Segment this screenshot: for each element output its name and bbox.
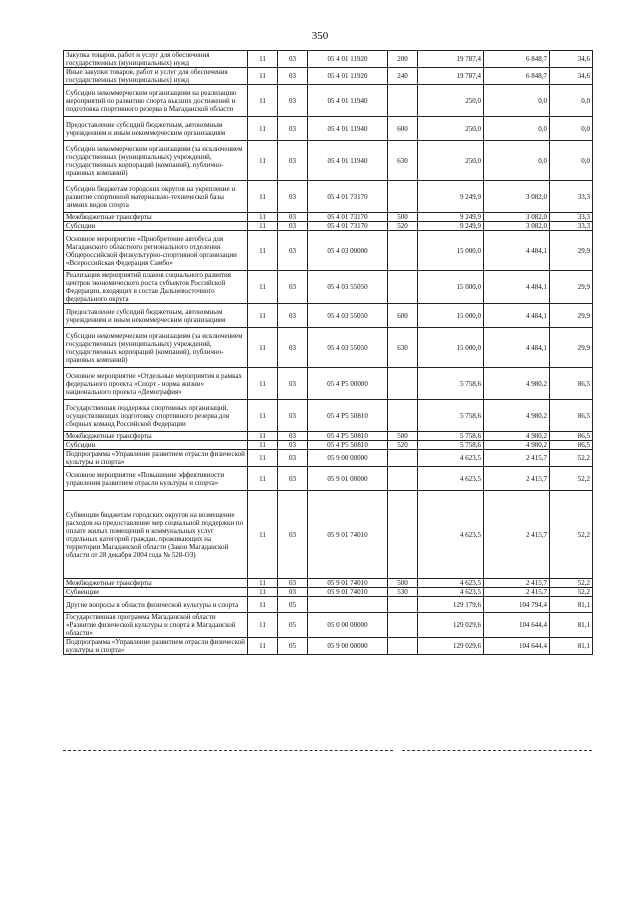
table-cell-csr: 05 4 01 11940 [308,117,388,141]
table-cell-csr: 05 9 01 74010 [308,579,388,588]
table-cell-podrazdel: 03 [278,117,308,141]
table-cell-razdel: 11 [248,441,278,450]
table-cell-vr [388,400,418,432]
table-cell-csr: 05 9 01 74010 [308,491,388,579]
table-cell-vr: 600 [388,304,418,328]
table-cell-razdel: 11 [248,68,278,85]
table-cell-plan: 15 000,0 [418,304,484,328]
table-cell-podrazdel: 03 [278,51,308,68]
table-cell-csr: 05 4 P5 50810 [308,400,388,432]
table-cell-csr: 05 4 01 11940 [308,141,388,181]
table-cell-name: Основное мероприятие «Приобретение автобуса для Магаданского областного регионального отделения Общероссийской физкультурно-спортивной организации «Всероссийская Федерация Самбо» [64,231,248,271]
table-cell-pct: 0,0 [550,117,593,141]
table-cell-podrazdel: 03 [278,400,308,432]
table-cell-csr: 05 0 00 00000 [308,613,388,638]
table-cell-razdel: 11 [248,213,278,222]
table-cell-fact: 0,0 [484,117,550,141]
table-cell-name: Межбюджетные трансферты [64,579,248,588]
table-cell-plan: 15 000,0 [418,231,484,271]
table-cell-vr [388,491,418,579]
table-cell-csr: 05 4 P5 50810 [308,441,388,450]
table-cell-vr [388,85,418,117]
table-cell-csr [308,597,388,613]
footer-divider-right [402,750,592,751]
table-cell-csr: 05 4 03 55050 [308,271,388,304]
table-cell-plan: 9 249,9 [418,222,484,231]
table-cell-razdel: 11 [248,450,278,467]
table-row [64,597,593,613]
page-number: 350 [311,30,329,42]
table-row [64,304,593,328]
table-cell-pct: 52,2 [550,579,593,588]
table-cell-fact: 6 848,7 [484,68,550,85]
table-row [64,579,593,588]
table-cell-pct: 81,1 [550,597,593,613]
table-cell-pct: 0,0 [550,141,593,181]
table-cell-name: Другие вопросы в области физической культуры и спорта [64,597,248,613]
table-cell-csr: 05 4 03 00000 [308,231,388,271]
table-cell-vr: 200 [388,51,418,68]
table-row [64,432,593,441]
table-cell-podrazdel: 03 [278,432,308,441]
table-cell-fact: 3 082,0 [484,213,550,222]
table-cell-name: Субвенции [64,588,248,597]
table-cell-pct: 29,9 [550,271,593,304]
table-cell-pct: 81,1 [550,613,593,638]
table-cell-csr: 05 9 00 00000 [308,450,388,467]
table-cell-name: Основное мероприятие «Повышение эффективности управления развитием отрасли культуры и спорта» [64,467,248,491]
table-cell-pct: 52,2 [550,467,593,491]
table-cell-fact: 2 415,7 [484,579,550,588]
table-cell-plan: 129 029,6 [418,638,484,655]
table-cell-pct: 33,3 [550,222,593,231]
table-cell-fact: 4 484,1 [484,271,550,304]
table-cell-podrazdel: 05 [278,597,308,613]
table-cell-pct: 33,3 [550,181,593,213]
table-cell-fact: 104 644,4 [484,613,550,638]
table-cell-podrazdel: 05 [278,613,308,638]
table-cell-name: Иные закупки товаров, работ и услуг для обеспечения государственных (муниципальных) нужд [64,68,248,85]
table-cell-csr: 05 4 01 11920 [308,51,388,68]
table-cell-fact: 0,0 [484,141,550,181]
table-cell-podrazdel: 03 [278,271,308,304]
table-cell-name: Субвенции бюджетам городских округов на возмещение расходов на предоставление мер социальной поддержки по оплате жилых помещений и коммунальных услуг отдельных категорий граждан, проживающих на территории Магаданской области (Закон Магаданской области от 28 декабря 2004 года № 528-ОЗ) [64,491,248,579]
table-cell-plan: 4 623,5 [418,588,484,597]
table-cell-plan: 5 758,6 [418,432,484,441]
table-cell-vr: 240 [388,68,418,85]
table-cell-csr: 05 4 03 55050 [308,304,388,328]
table-cell-podrazdel: 03 [278,441,308,450]
table-cell-pct: 33,3 [550,213,593,222]
table-cell-pct: 29,9 [550,304,593,328]
table-cell-fact: 2 415,7 [484,588,550,597]
table-row [64,213,593,222]
table-cell-plan: 4 623,5 [418,579,484,588]
table-cell-plan: 250,0 [418,117,484,141]
table-cell-podrazdel: 03 [278,450,308,467]
table-cell-plan: 4 623,5 [418,491,484,579]
table-cell-name: Субсидии некоммерческим организациям на реализацию мероприятий по развитию спорта высших достижений и подготовка спортивного резерва в Магаданской области [64,85,248,117]
table-cell-razdel: 11 [248,141,278,181]
table-cell-vr [388,181,418,213]
table-row [64,491,593,579]
table-cell-csr: 05 4 01 73170 [308,222,388,231]
table-cell-vr: 500 [388,213,418,222]
table-cell-podrazdel: 03 [278,141,308,181]
table-cell-fact: 104 644,4 [484,638,550,655]
table-cell-plan: 129 029,6 [418,613,484,638]
table-cell-vr: 500 [388,579,418,588]
table-cell-csr: 05 4 P5 50810 [308,432,388,441]
table-cell-plan: 4 623,5 [418,467,484,491]
table-cell-csr: 05 4 01 11940 [308,85,388,117]
table-row [64,181,593,213]
footer-divider [63,750,393,751]
table-cell-fact: 0,0 [484,85,550,117]
table-cell-podrazdel: 03 [278,213,308,222]
table-cell-plan: 5 758,6 [418,368,484,400]
table-cell-name: Государственная программа Магаданской области «Развитие физической культуры и спорта в Магаданской области» [64,613,248,638]
table-cell-fact: 4 980,2 [484,441,550,450]
table-cell-pct: 86,5 [550,400,593,432]
table-cell-razdel: 11 [248,85,278,117]
table-cell-vr: 500 [388,432,418,441]
table-cell-podrazdel: 03 [278,181,308,213]
table-cell-fact: 4 484,1 [484,304,550,328]
table-cell-fact: 2 415,7 [484,450,550,467]
table-cell-plan: 9 249,9 [418,213,484,222]
table-cell-name: Предоставление субсидий бюджетным, автономным учреждениям и иным некоммерческим организациям [64,117,248,141]
table-cell-pct: 81,1 [550,638,593,655]
table-row [64,85,593,117]
table-cell-name: Субсидии бюджетам городских округов на укрепление и развитие спортивной материально-технической базы зимних видов спорта [64,181,248,213]
table-cell-name: Субсидии некоммерческим организациям (за исключением государственных (муниципальных) учреждений, государственных корпораций (компаний), публично-правовых компаний) [64,141,248,181]
table-cell-podrazdel: 03 [278,579,308,588]
table-cell-podrazdel: 03 [278,467,308,491]
table-cell-razdel: 11 [248,328,278,368]
table-cell-vr: 630 [388,141,418,181]
table-cell-razdel: 11 [248,432,278,441]
table-cell-fact: 104 794,4 [484,597,550,613]
table-cell-csr: 05 9 01 74010 [308,588,388,597]
table-cell-razdel: 11 [248,597,278,613]
table-cell-csr: 05 9 00 00000 [308,638,388,655]
table-cell-vr [388,638,418,655]
table-cell-razdel: 11 [248,304,278,328]
table-cell-fact: 3 082,0 [484,181,550,213]
table-row [64,68,593,85]
table-cell-pct: 52,2 [550,491,593,579]
table-cell-razdel: 11 [248,588,278,597]
table-cell-razdel: 11 [248,613,278,638]
table-cell-razdel: 11 [248,579,278,588]
table-cell-podrazdel: 03 [278,68,308,85]
table-cell-fact: 2 415,7 [484,491,550,579]
table-cell-fact: 3 082,0 [484,222,550,231]
table-cell-vr: 600 [388,117,418,141]
table-cell-razdel: 11 [248,638,278,655]
table-cell-vr [388,613,418,638]
table-cell-podrazdel: 03 [278,368,308,400]
table-cell-plan: 129 179,6 [418,597,484,613]
table-cell-vr [388,368,418,400]
table-cell-fact: 4 484,1 [484,328,550,368]
table-cell-vr: 520 [388,441,418,450]
table-cell-name: Подпрограмма «Управление развитием отрасли физической культуры и спорта» [64,450,248,467]
table-cell-name: Государственная поддержка спортивных организаций, осуществляющих подготовку спортивного резерва для сборных команд Российской Федерации [64,400,248,432]
table-cell-csr: 05 4 P5 00000 [308,368,388,400]
table-row [64,400,593,432]
table-cell-vr: 630 [388,328,418,368]
table-cell-vr: 520 [388,222,418,231]
table-cell-name: Подпрограмма «Управление развитием отрасли физической культуры и спорта» [64,638,248,655]
table-cell-csr: 05 4 01 73170 [308,213,388,222]
table-row [64,638,593,655]
table-cell-csr: 05 4 03 55050 [308,328,388,368]
table-cell-vr [388,231,418,271]
table-cell-pct: 52,2 [550,588,593,597]
table-cell-pct: 86,5 [550,368,593,400]
table-cell-name: Субсидии некоммерческим организациям (за исключением государственных (муниципальных) учреждений, государственных корпораций (компаний), публично-правовых компаний) [64,328,248,368]
table-cell-razdel: 11 [248,400,278,432]
table-cell-razdel: 11 [248,467,278,491]
table-cell-pct: 0,0 [550,85,593,117]
table-cell-name: Закупка товаров, работ и услуг для обеспечения государственных (муниципальных) нужд [64,51,248,68]
table-cell-name: Реализация мероприятий планов социального развития центров экономического роста субъектов Российской Федерации, входящих в состав Дальневосточного федерального округа [64,271,248,304]
table-row [64,117,593,141]
table-cell-podrazdel: 03 [278,304,308,328]
table-row [64,231,593,271]
table-row [64,328,593,368]
table-cell-pct: 29,9 [550,231,593,271]
table-cell-pct: 34,6 [550,68,593,85]
table-cell-plan: 19 787,4 [418,68,484,85]
table-row [64,222,593,231]
table-cell-pct: 29,9 [550,328,593,368]
table-cell-podrazdel: 03 [278,588,308,597]
table-cell-fact: 6 848,7 [484,51,550,68]
table-cell-podrazdel: 03 [278,85,308,117]
table-cell-razdel: 11 [248,117,278,141]
table-cell-razdel: 11 [248,51,278,68]
table-cell-fact: 4 980,2 [484,368,550,400]
budget-table [63,50,593,655]
table-row [64,368,593,400]
table-row [64,588,593,597]
table-cell-razdel: 11 [248,368,278,400]
table-cell-razdel: 11 [248,222,278,231]
table-cell-name: Межбюджетные трансферты [64,432,248,441]
table-cell-csr: 05 4 01 11920 [308,68,388,85]
table-cell-podrazdel: 03 [278,491,308,579]
table-cell-name: Основное мероприятие «Отдельные мероприятия в рамках федерального проекта «Спорт - норма жизни» национального проекта «Демография» [64,368,248,400]
table-cell-plan: 4 623,5 [418,450,484,467]
table-cell-razdel: 11 [248,271,278,304]
table-cell-fact: 4 484,1 [484,231,550,271]
table-cell-vr [388,467,418,491]
table-cell-plan: 5 758,6 [418,441,484,450]
table-cell-fact: 2 415,7 [484,467,550,491]
table-cell-podrazdel: 03 [278,328,308,368]
table-cell-plan: 19 787,4 [418,51,484,68]
table-cell-name: Предоставление субсидий бюджетным, автономным учреждениям и иным некоммерческим организациям [64,304,248,328]
table-cell-pct: 52,2 [550,450,593,467]
table-cell-podrazdel: 03 [278,231,308,271]
table-cell-vr: 530 [388,588,418,597]
table-row [64,51,593,68]
table-cell-razdel: 11 [248,181,278,213]
table-cell-csr: 05 4 01 73170 [308,181,388,213]
table-cell-plan: 15 000,0 [418,271,484,304]
table-cell-pct: 86,5 [550,432,593,441]
table-cell-plan: 250,0 [418,141,484,181]
table-cell-plan: 15 000,0 [418,328,484,368]
table-cell-csr: 05 9 01 00000 [308,467,388,491]
table-body [64,51,593,655]
table-row [64,271,593,304]
table-cell-fact: 4 980,2 [484,432,550,441]
table-row [64,141,593,181]
table-cell-razdel: 11 [248,491,278,579]
table-row [64,450,593,467]
table-cell-vr [388,450,418,467]
table-cell-plan: 5 758,6 [418,400,484,432]
table-row [64,441,593,450]
table-row [64,613,593,638]
table-cell-plan: 9 249,9 [418,181,484,213]
table-cell-vr [388,597,418,613]
table-row [64,467,593,491]
table-cell-fact: 4 980,2 [484,400,550,432]
table-cell-pct: 86,5 [550,441,593,450]
table-cell-name: Межбюджетные трансферты [64,213,248,222]
table-cell-pct: 34,6 [550,51,593,68]
table-cell-name: Субсидии [64,222,248,231]
table-cell-vr [388,271,418,304]
table-cell-name: Субсидии [64,441,248,450]
table-cell-razdel: 11 [248,231,278,271]
table-cell-plan: 250,0 [418,85,484,117]
table-cell-podrazdel: 05 [278,638,308,655]
table-cell-podrazdel: 03 [278,222,308,231]
